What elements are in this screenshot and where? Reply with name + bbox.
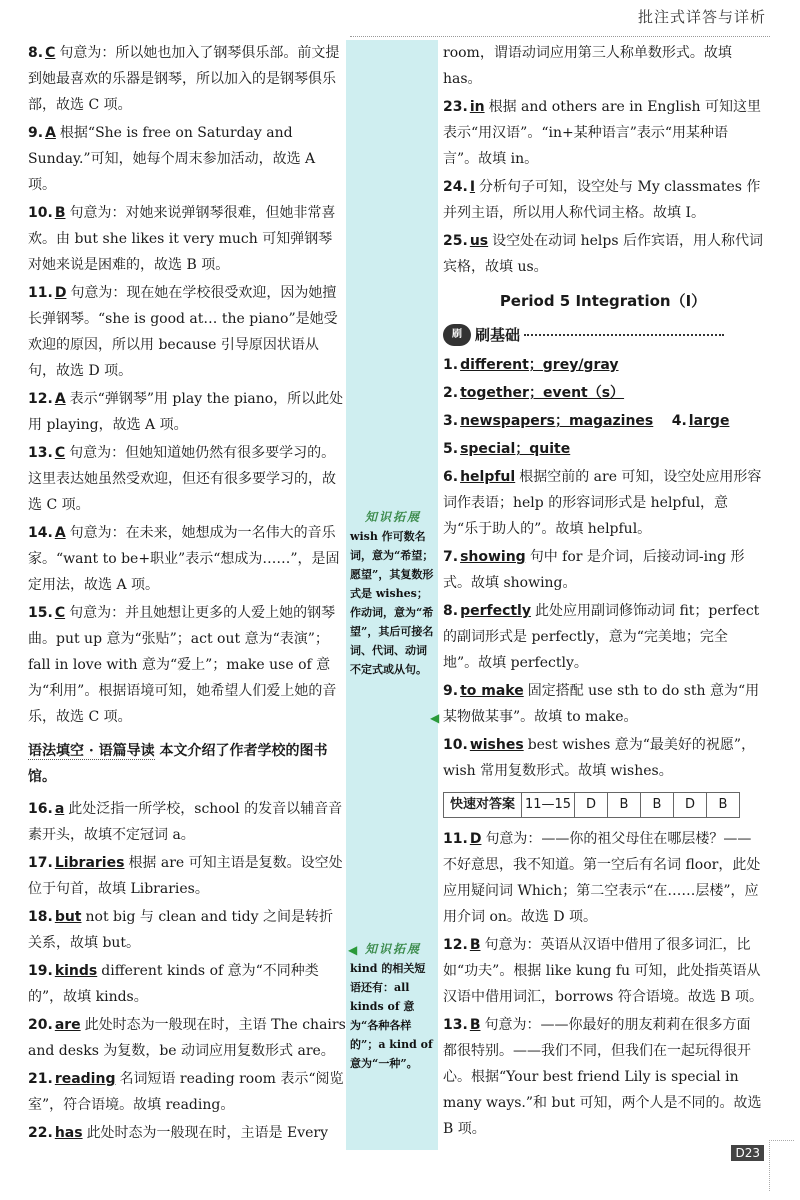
note-text: kind 的相关短语还有：all kinds of 意为“各种各样的”；a kind of 意为“一种”。 [350, 962, 433, 1070]
answer-item [28, 1012, 346, 1064]
item-explanation: 此处泛指一所学校，school 的发音以辅音音素开头，故填不定冠词 a。 [28, 801, 343, 843]
item-answer: special；quite [460, 441, 571, 457]
item-answer: D [54, 285, 67, 301]
item-explanation: 表示“弹钢琴”用 play the piano，所以此处用 playing，故选 A 项。 [28, 391, 344, 433]
item-answer: Libraries [54, 855, 125, 871]
left-column [28, 40, 346, 1148]
item-answer: different；grey/gray [460, 357, 619, 373]
item-explanation: 句意为：——你最好的朋友莉莉在很多方面都很特别。——我们不同，但我们在一起玩得很开心。根据“Your best friend Lily is special in many ways.”和 but 可知，两个人是不同的。故选 B 项。 [443, 1017, 762, 1137]
item-answer: large [688, 413, 730, 429]
item-explanation: 固定搭配 use sth to do sth 意为“用某物做某事”。故填 to make。 [443, 683, 760, 725]
item-answer: us [469, 233, 489, 249]
quick-answer-cell: B [641, 792, 674, 818]
item-explanation: 句意为：并且她想让更多的人爱上她的钢琴曲。put up 意为“张贴”；act out 意为“表演”；fall in love with 意为“爱上”；make use of 意为“利用”。根据语境可知，她希望人们爱上她的音乐，故选 C 项。 [28, 605, 337, 725]
item-number: 4. [671, 413, 687, 429]
quick-answer-label: 快速对答案 [443, 792, 522, 818]
note-arrow-icon: ◀ [348, 943, 358, 957]
note-title: 知识拓展 [364, 510, 421, 524]
item-number: 10. [28, 205, 53, 221]
answer-item [28, 120, 346, 198]
item-explanation: 此处时态为一般现在时，主语是 Every [86, 1125, 329, 1141]
item-number: 13. [443, 1017, 468, 1033]
answer-item [443, 826, 763, 930]
item-answer: A [45, 125, 56, 141]
item-answer: A [54, 525, 66, 541]
item-answer: wishes [469, 737, 524, 753]
answer-item [28, 904, 346, 956]
answer-item [28, 40, 346, 118]
item-number: 7. [443, 549, 459, 565]
answer-item [443, 544, 763, 596]
answer-item [443, 678, 763, 730]
item-explanation: 句意为：——你的祖父母住在哪层楼？——不好意思，我不知道。第一空后有名词 floor，此处应用疑问词 Which；第二空表示“在……层楼”，应用介词 on。故选 D 项。 [443, 831, 761, 925]
item-number: 20. [28, 1017, 53, 1033]
item-answer: helpful [460, 469, 516, 485]
item-number: 9. [443, 683, 459, 699]
page-header: 批注式详答与详析 [637, 8, 766, 26]
item-number: 17. [28, 855, 53, 871]
item-answer: B [54, 205, 66, 221]
item-answer: reading [54, 1071, 116, 1087]
answer-item [28, 1120, 346, 1146]
grammar-section-text: 本文介绍了作者学校的图书馆。 [28, 743, 328, 785]
item-answer: I [469, 179, 476, 195]
item-explanation: 根据空前的 are 可知，设空处应用形容词作表语；help 的形容词形式是 helpful，意为“乐于助人的”。故填 helpful。 [443, 469, 762, 537]
item-explanation: 设空处在动词 helps 后作宾语，用人称代词宾格，故填 us。 [443, 233, 763, 275]
quick-answer-cell: B [608, 792, 641, 818]
quick-answer-cell: D [575, 792, 608, 818]
badge-label: 刷基础 [475, 326, 521, 344]
item-answer: B [469, 937, 481, 953]
answer-item [443, 40, 763, 92]
item-answer: has [54, 1125, 83, 1141]
item-number: 8. [443, 603, 459, 619]
answer-item [443, 228, 763, 280]
answer-item [28, 200, 346, 278]
item-explanation: 句意为：对她来说弹钢琴很难，但她非常喜欢。由 but she likes it very much 可知弹钢琴对她来说是困难的，故选 B 项。 [28, 205, 336, 273]
quick-answer-range: 11—15 [522, 792, 575, 818]
answer-item [443, 94, 763, 172]
item-answer: in [469, 99, 485, 115]
answer-item [28, 600, 346, 730]
item-number: 2. [443, 385, 459, 401]
item-number: 18. [28, 909, 53, 925]
item-number: 16. [28, 801, 53, 817]
grammar-section-heading [28, 738, 346, 790]
item-explanation: 句意为：但她知道她仍然有很多要学习的。这里表达她虽然受欢迎，但还有很多要学习的，故选 C 项。 [28, 445, 336, 513]
item-explanation: 根据 and others are in English 可知这里表示“用汉语”。“in+某种语言”表示“用某种语言”。故填 in。 [443, 99, 762, 167]
item-number: 3. [443, 413, 459, 429]
item-answer: but [54, 909, 82, 925]
item-number: 1. [443, 357, 459, 373]
header-rule [350, 36, 770, 37]
knowledge-note-2 [350, 940, 436, 1073]
item-number: 15. [28, 605, 53, 621]
item-answer: D [469, 831, 482, 847]
item-explanation: 句意为：英语从汉语中借用了很多词汇，比如“功夫”。根据 like kung fu 可知，此处指英语从汉语中借用词汇，borrows 符合语境。故选 B 项。 [443, 937, 764, 1005]
item-explanation: 根据“She is free on Saturday and Sunday.”可知，她每个周末参加活动，故选 A 项。 [28, 125, 316, 193]
item-explanation: 句意为：在未来，她想成为一名伟大的音乐家。“want to be+职业”表示“想成为……”，是固定用法，故选 A 项。 [28, 525, 340, 593]
item-number: 10. [443, 737, 468, 753]
answer-item [28, 520, 346, 598]
answer-item [443, 598, 763, 676]
answer-item [28, 440, 346, 518]
item-number: 6. [443, 469, 459, 485]
item-number: 9. [28, 125, 44, 141]
item-number: 25. [443, 233, 468, 249]
answer-item [28, 958, 346, 1010]
note-title: 知识拓展 [364, 942, 421, 956]
item-answer: perfectly [460, 603, 531, 619]
item-explanation: 名词短语 reading room 表示“阅览室”，符合语境。故填 reading。 [28, 1071, 344, 1113]
quick-answer-cell: D [674, 792, 707, 818]
page-number: D23 [731, 1145, 764, 1161]
item-explanation: 此处时态为一般现在时，主语 The chairs and desks 为复数，be 动词应用复数形式 are。 [28, 1017, 346, 1059]
item-explanation: best wishes 意为“最美好的祝愿”，wish 常用复数形式。故填 wishes。 [443, 737, 756, 779]
quick-answer-cell: B [707, 792, 740, 818]
item-explanation: different kinds of 意为“不同种类的”，故填 kinds。 [28, 963, 319, 1005]
item-number: 23. [443, 99, 468, 115]
note-text: wish 作可数名词，意为“希望；愿望”，其复数形式是 wishes；作动词，意为“希望”，其后可接名词、代词、动词不定式或从句。 [350, 530, 434, 676]
answer-item [443, 464, 763, 542]
badge-dots [524, 334, 724, 336]
item-explanation: 此处应用副词修饰动词 fit；perfect 的副词形式是 perfectly，意为“完美地；完全地”。故填 perfectly。 [443, 603, 760, 671]
knowledge-note-1 [350, 508, 436, 679]
answer-item [443, 1012, 763, 1142]
brush-icon: 刷 [443, 324, 471, 346]
answer-item [28, 796, 346, 848]
answer-item [443, 436, 763, 462]
item-answer: to make [460, 683, 524, 699]
answer-item [28, 850, 346, 902]
note-arrow-icon: ◀ [430, 711, 440, 725]
answer-item [28, 280, 346, 384]
item-answer: A [54, 391, 66, 407]
item-answer: kinds [54, 963, 98, 979]
item-explanation: 句意为：所以她也加入了钢琴俱乐部。前文提到她最喜欢的乐器是钢琴，所以加入的是钢琴俱乐部，故选 C 项。 [28, 45, 340, 113]
item-answer: newspapers；magazines [460, 413, 654, 429]
item-explanation: 根据 are 可知主语是复数。设空处位于句首，故填 Libraries。 [28, 855, 343, 897]
answer-item [28, 1066, 346, 1118]
item-number: 12. [443, 937, 468, 953]
answer-item [443, 732, 763, 784]
item-number: 11. [443, 831, 468, 847]
right-column [443, 40, 763, 1144]
item-answer: C [54, 445, 66, 461]
answer-item [443, 174, 763, 226]
period-title: Period 5 Integration（Ⅰ） [499, 292, 707, 310]
item-number: 14. [28, 525, 53, 541]
item-explanation: 句中 for 是介词，后接动词-ing 形式。故填 showing。 [443, 549, 745, 591]
item-explanation: 分析句子可知，设空处与 My classmates 作并列主语，所以用人称代词主格。故填 I。 [443, 179, 761, 221]
item-number: 5. [443, 441, 459, 457]
answer-item [28, 386, 346, 438]
answer-item [443, 352, 763, 378]
answer-item [443, 932, 763, 1010]
answer-item [443, 380, 763, 406]
item-number: 22. [28, 1125, 53, 1141]
basics-badge [443, 322, 724, 348]
item-answer: a [54, 801, 65, 817]
item-number: 11. [28, 285, 53, 301]
item-number: 19. [28, 963, 53, 979]
grammar-section-label: 语法填空 · 语篇导读 [28, 743, 155, 759]
answer-item [443, 408, 763, 434]
item-number: 24. [443, 179, 468, 195]
item-number: 13. [28, 445, 53, 461]
item-answer: B [469, 1017, 481, 1033]
item-answer: together；event（s） [460, 385, 625, 401]
item-answer: are [54, 1017, 81, 1033]
quick-answer-table [443, 792, 763, 818]
item-answer: showing [460, 549, 526, 565]
item-explanation: 句意为：现在她在学校很受欢迎，因为她擅长弹钢琴。“she is good at… the piano”是她受欢迎的原因，所以用 because 引导原因状语从句，故选 D 项。 [28, 285, 338, 379]
item-explanation: not big 与 clean and tidy 之间是转折关系，故填 but。 [28, 909, 333, 951]
item-answer: C [54, 605, 66, 621]
item-number: 21. [28, 1071, 53, 1087]
page-corner-dots [769, 1140, 794, 1191]
item-answer: C [45, 45, 56, 61]
item-number: 12. [28, 391, 53, 407]
item-explanation: room，谓语动词应用第三人称单数形式。故填 has。 [443, 45, 732, 87]
item-number: 8. [28, 45, 44, 61]
